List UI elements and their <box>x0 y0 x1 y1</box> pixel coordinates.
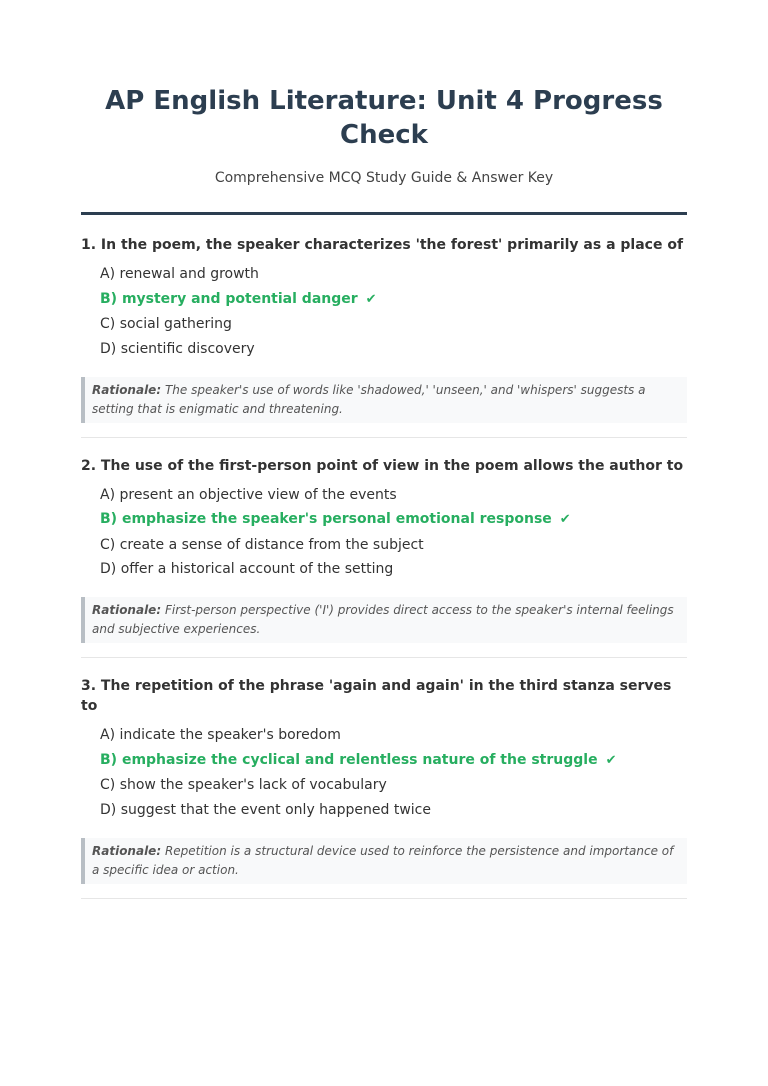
option-text: B) mystery and potential danger <box>100 290 358 307</box>
rationale-label: Rationale: <box>92 382 162 397</box>
option-text: A) renewal and growth <box>100 266 259 282</box>
page-subtitle: Comprehensive MCQ Study Guide & Answer Key <box>214 170 554 186</box>
option-text: C) create a sense of distance from the subject <box>100 536 424 553</box>
option-text: D) suggest that the event only happened twice <box>100 801 431 818</box>
question-3 <box>81 676 687 899</box>
question-text: 1. In the poem, the speaker characterizes 'the forest' primarily as a place of <box>81 237 684 253</box>
option-text: C) social gathering <box>100 316 232 332</box>
option-text: D) offer a historical account of the setting <box>100 561 394 577</box>
header-divider <box>81 212 687 215</box>
option-b-correct <box>100 289 687 310</box>
option-c <box>100 775 687 795</box>
rationale-text: Repetition is a structural device used to reinforce the persistence and importance of a specific idea or action. <box>92 843 674 877</box>
checkmark-icon: ✔ <box>559 512 571 527</box>
option-d <box>100 559 687 579</box>
option-text: A) present an objective view of the events <box>100 486 397 503</box>
option-text: C) show the speaker's lack of vocabulary <box>100 777 387 793</box>
option-a <box>100 485 687 505</box>
option-a <box>100 264 687 284</box>
option-a <box>100 725 687 745</box>
rationale-text: First-person perspective ('I') provides direct access to the speaker's internal feelings and subjective experiences. <box>92 603 674 636</box>
option-b-correct <box>100 750 687 771</box>
document-header <box>81 0 687 215</box>
checkmark-icon: ✔ <box>605 752 617 768</box>
checkmark-icon: ✔ <box>365 291 377 307</box>
rationale-label: Rationale: <box>92 843 162 858</box>
question-text: 3. The repetition of the phrase 'again and again' in the third stanza serves to <box>81 678 672 714</box>
rationale-box <box>81 838 687 884</box>
option-text: B) emphasize the speaker's personal emotional response <box>100 511 552 527</box>
option-c <box>100 314 687 334</box>
answer-options <box>81 725 687 820</box>
answer-options <box>81 485 687 580</box>
option-d <box>100 800 687 820</box>
option-text: A) indicate the speaker's boredom <box>100 727 341 743</box>
question-text: 2. The use of the first-person point of view in the poem allows the author to <box>81 457 684 474</box>
rationale-box <box>81 377 687 423</box>
question-2 <box>81 456 687 659</box>
rationale-label: Rationale: <box>92 603 162 617</box>
option-b-correct <box>100 509 687 530</box>
option-text: D) scientific discovery <box>100 340 255 357</box>
option-c <box>100 535 687 555</box>
rationale-text: The speaker's use of words like 'shadowed,' 'unseen,' and 'whispers' suggests a setting that is enigmatic and threatening. <box>92 382 646 416</box>
option-d <box>100 339 687 359</box>
answer-options <box>81 264 687 359</box>
option-text: B) emphasize the cyclical and relentless nature of the struggle <box>100 751 598 768</box>
rationale-box <box>81 597 687 643</box>
question-1 <box>81 235 687 438</box>
page-title: AP English Literature: Unit 4 Progress Check <box>105 86 663 150</box>
